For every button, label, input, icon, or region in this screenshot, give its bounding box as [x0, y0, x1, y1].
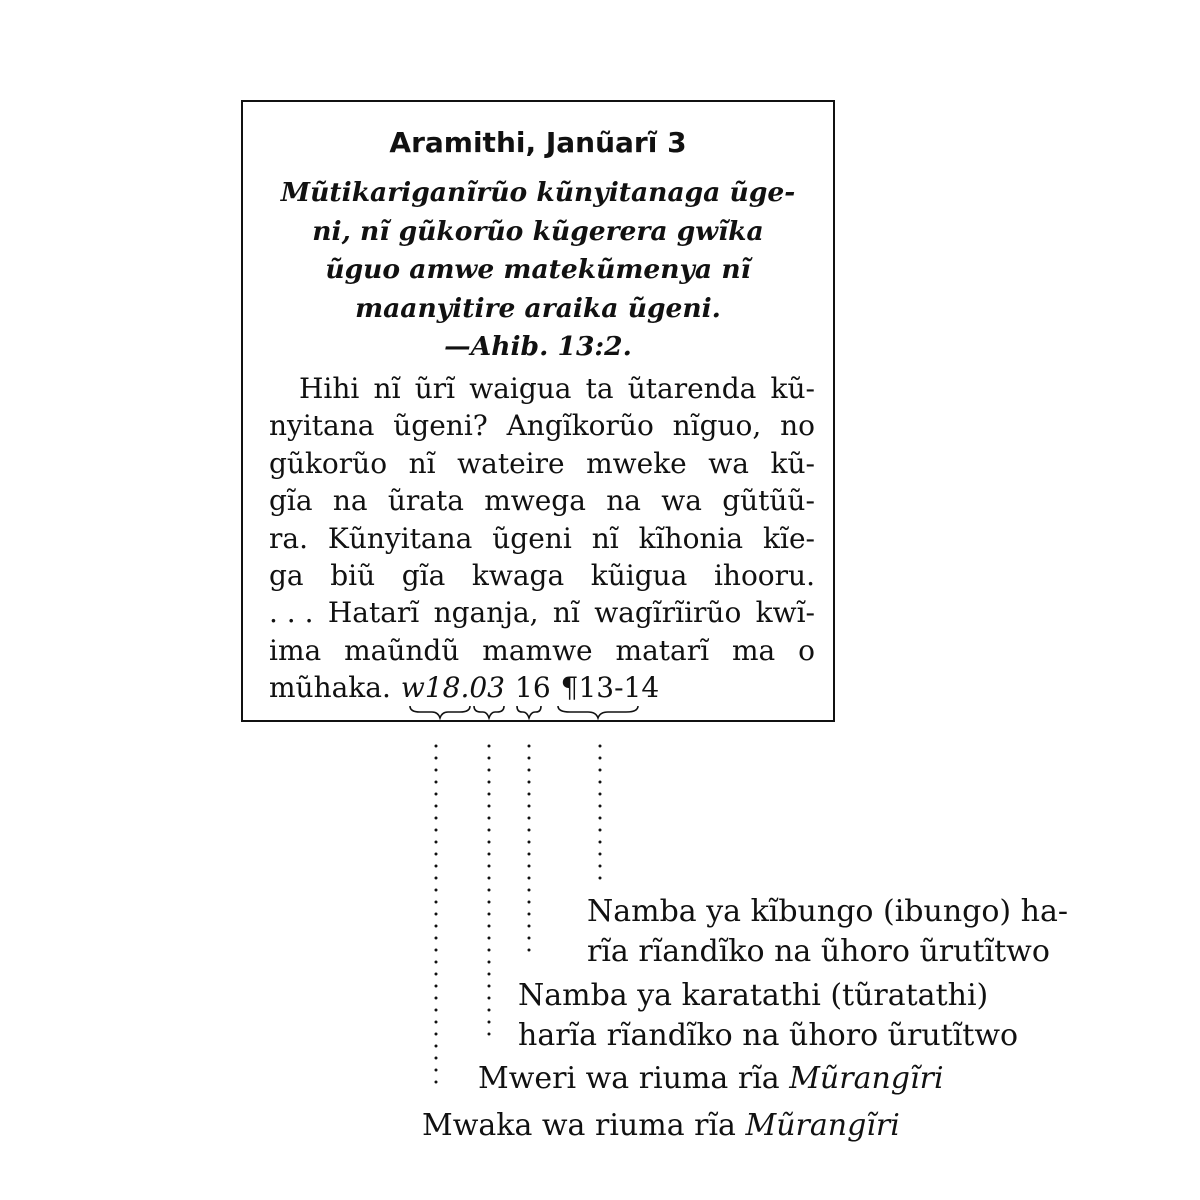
paragraph-word: ra. [269, 521, 308, 555]
paragraph-word: nĩ [373, 372, 401, 405]
paragraph-word: na [606, 484, 641, 518]
paragraph-word: gũkorũo [269, 446, 388, 480]
date-heading: Aramithi, Janũarĩ 3 [389, 126, 687, 159]
paragraph-word: kĩe- [763, 521, 815, 555]
paragraph-word: nĩ [408, 446, 436, 480]
verse-citation: —Ahib. 13:2. [444, 331, 632, 362]
paragraph-word: Angĩkorũo [506, 409, 654, 443]
reference-paragraphs: ¶13-14 [560, 671, 660, 705]
brace-month [474, 706, 504, 718]
paragraph-word: wa [661, 484, 702, 518]
paragraph-word: maũndũ [344, 633, 460, 667]
verse-line: maanyitire araika ũgeni. [355, 292, 721, 324]
paragraph-word: nĩ [552, 596, 580, 630]
paragraph-word: na [332, 484, 368, 518]
paragraph-word: gĩa [269, 484, 313, 518]
paragraph-word: kũ- [770, 446, 815, 480]
verse-line: ũguo amwe matekũmenya nĩ [325, 254, 751, 285]
label-year: Mwaka wa riuma rĩa Mũrangĩri [422, 1108, 900, 1143]
paragraph-word: ihooru. [713, 559, 815, 593]
paragraph-word: kĩhonia [638, 521, 744, 555]
paragraph-word: wateire [457, 446, 565, 480]
paragraph-word: ta [585, 372, 614, 405]
paragraph-word: mwega [484, 484, 586, 518]
paragraph-word: wagĩrĩirũo [594, 596, 742, 630]
paragraph-word: ũtarenda [627, 372, 757, 405]
verse-line: ni, nĩ gũkorũo kũgerera gwĩka [312, 215, 764, 247]
paragraph-word: Kũnyitana [327, 521, 473, 555]
brace-page [517, 706, 541, 718]
paragraph-word: nĩguo, [672, 409, 762, 443]
paragraph-word: ũrata [387, 484, 464, 518]
label-month: Mweri wa riuma rĩa Mũrangĩri [478, 1061, 944, 1096]
paragraph-word: matarĩ [615, 633, 710, 667]
reference-page: 16 [515, 671, 551, 705]
paragraph-word: Hatarĩ [327, 596, 420, 630]
paragraph-word: o [798, 633, 815, 667]
paragraph-word: wa [708, 446, 749, 480]
brace-paragraph [558, 706, 638, 718]
label-page-number: Namba ya karatathi (tũratathi) harĩa rĩandĩko na ũhoro ũrutĩtwo [518, 978, 1019, 1053]
paragraph-word: waigua [469, 372, 572, 405]
paragraph-word: biũ [330, 559, 376, 593]
paragraph-word: ũrĩ [414, 372, 456, 405]
paragraph-word: ima [269, 633, 322, 667]
paragraph-word: mũhaka. [269, 671, 391, 705]
paragraph-word: gĩa [401, 559, 446, 593]
paragraph-word: kũigua [590, 559, 688, 593]
paragraph-word: kũ- [770, 372, 815, 405]
paragraph-word: nĩ [591, 521, 619, 555]
paragraph-word: kwaga [471, 559, 565, 593]
paragraph-word: kwĩ- [755, 596, 815, 630]
paragraph-word: . . . [269, 596, 314, 630]
paragraph-word: ma [731, 633, 776, 667]
paragraph-word: ga [269, 559, 304, 593]
paragraph-word: ũgeni [492, 521, 572, 555]
reference-publication: w18.03 [400, 671, 505, 705]
paragraph-word: ũgeni? [393, 409, 488, 443]
paragraph-word: gũtũũ- [722, 484, 815, 518]
verse-line: Mũtikariganĩrũo kũnyitanaga ũge- [280, 177, 796, 208]
label-paragraph-number: Namba ya kĩbungo (ibungo) ha- rĩa rĩandĩko na ũhoro ũrutĩtwo [587, 894, 1068, 969]
paragraph-word: no [780, 409, 815, 443]
paragraph-word: nganja, [433, 596, 539, 630]
brace-year [410, 706, 470, 718]
paragraph-word: Hihi [299, 372, 360, 405]
paragraph-word: nyitana [269, 409, 375, 443]
paragraph-word: mamwe [482, 633, 593, 667]
paragraph-word: mweke [586, 446, 687, 480]
